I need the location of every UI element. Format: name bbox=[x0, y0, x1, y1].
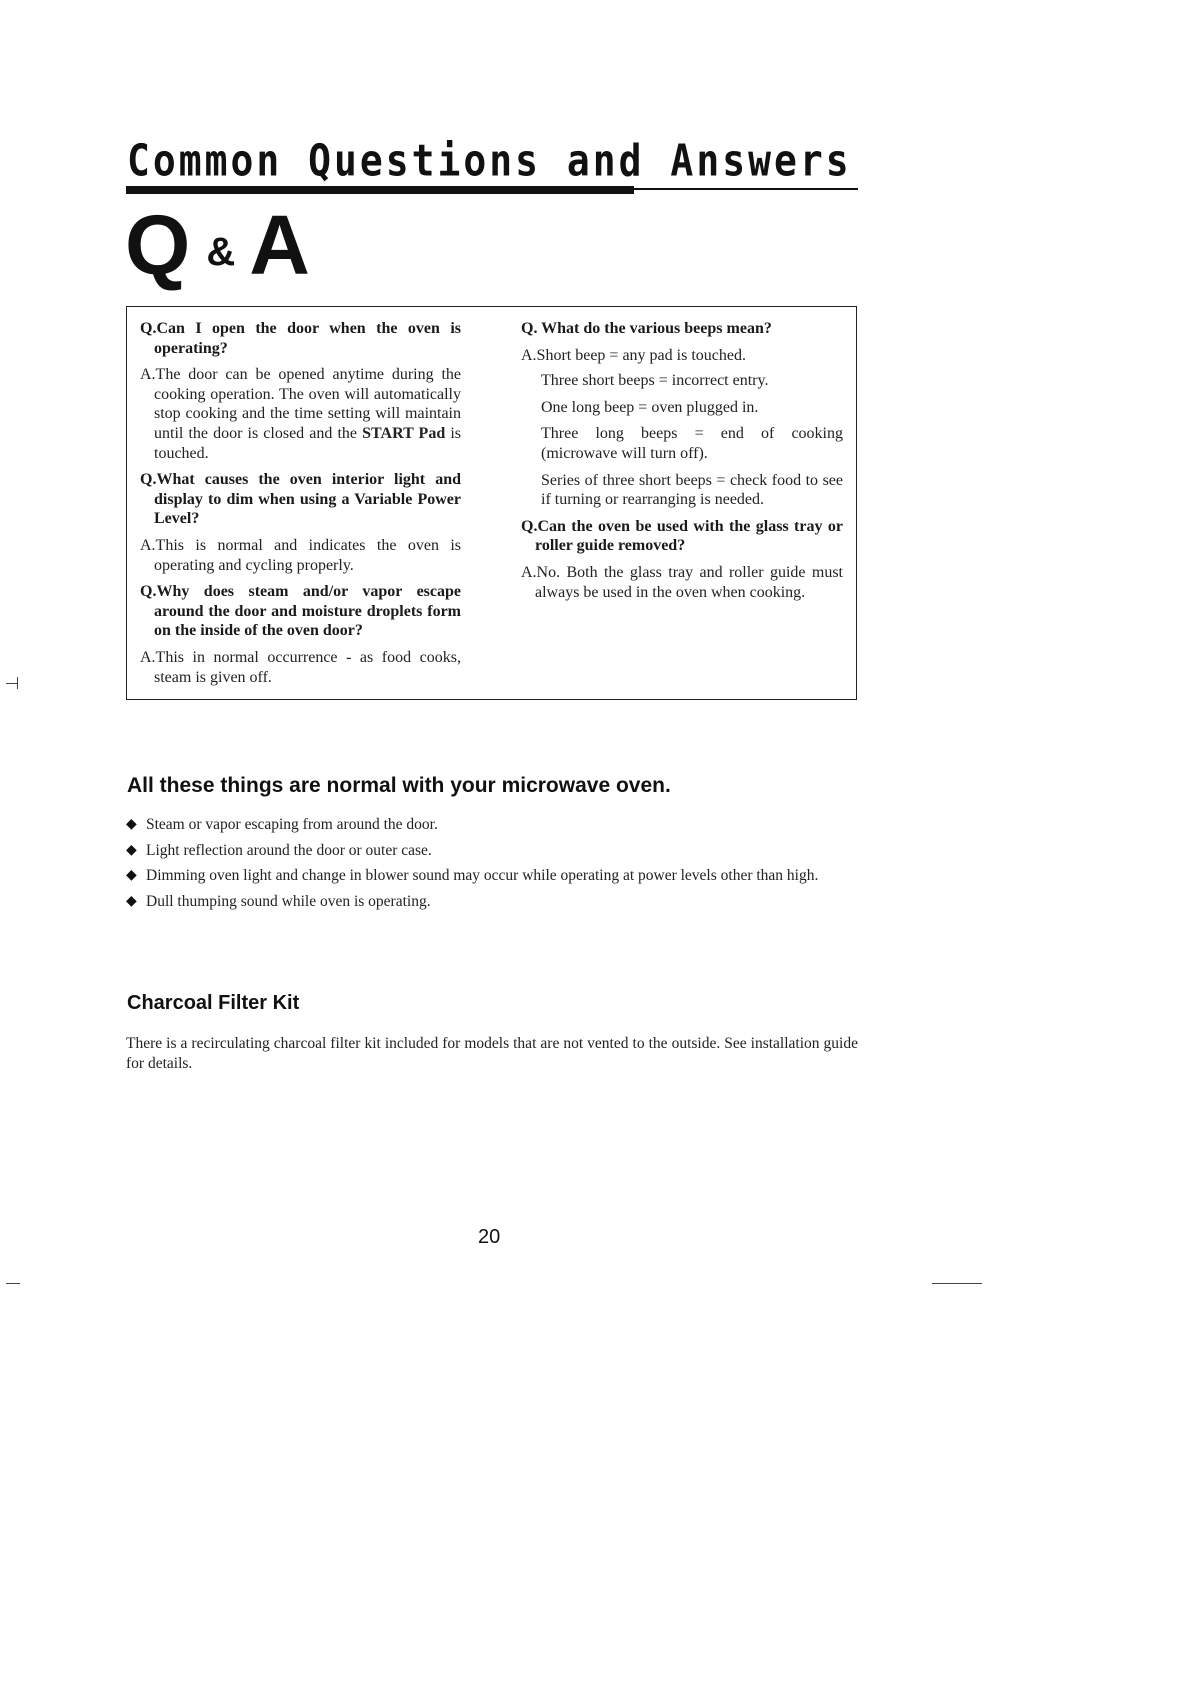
charcoal-filter-heading: Charcoal Filter Kit bbox=[127, 992, 300, 1014]
question-3: Q.Why does steam and/or vapor escape around the door and moisture droplets form on the inside of the oven door? bbox=[140, 583, 461, 640]
list-item: ◆ Steam or vapor escaping from around the door. bbox=[126, 816, 438, 833]
answer-4-line-3: One long beep = oven plugged in. bbox=[541, 398, 759, 416]
qa-box bbox=[126, 306, 857, 700]
answer-5: A.No. Both the glass tray and roller guide must always be used in the oven when cooking. bbox=[521, 563, 843, 601]
answer-2: A.This is normal and indicates the oven is operating and cycling properly. bbox=[140, 536, 461, 574]
crop-mark-left-tick bbox=[17, 677, 18, 689]
answer-4-line-4: Three long beeps = end of cooking (microwave will turn off). bbox=[541, 425, 843, 462]
question-4: Q. What do the various beeps mean? bbox=[521, 320, 772, 337]
qa-column-right bbox=[521, 319, 843, 609]
start-pad-label: START Pad bbox=[362, 424, 446, 442]
title-underline-thin bbox=[630, 188, 858, 190]
qa-logo-amp: & bbox=[206, 230, 236, 274]
page-number: 20 bbox=[478, 1226, 501, 1248]
answer-1: A.The door can be opened anytime during the cooking operation. The oven will automatically stop cooking and the time setting will maintain until the door is closed and the START Pad is touched. bbox=[140, 366, 462, 462]
normal-things-list bbox=[126, 815, 856, 917]
diamond-bullet-icon: ◆ bbox=[126, 893, 137, 909]
diamond-bullet-icon: ◆ bbox=[126, 842, 137, 858]
question-2: Q.What causes the oven interior light and display to dim when using a Variable Power Level? bbox=[140, 471, 461, 528]
answer-4-line-2: Three short beeps = incorrect entry. bbox=[541, 372, 769, 390]
title-underline-thick bbox=[126, 186, 634, 194]
diamond-bullet-icon: ◆ bbox=[126, 817, 137, 832]
question-5: Q.Can the oven be used with the glass tray or roller guide removed? bbox=[521, 517, 843, 555]
qa-logo-q: Q bbox=[125, 198, 191, 292]
qa-column-left bbox=[140, 319, 461, 694]
charcoal-filter-text: There is a recirculating charcoal filter kit included for models that are not vented to the outside. See installation guide for details. bbox=[126, 1035, 858, 1072]
list-item: ◆ Light reflection around the door or outer case. bbox=[126, 841, 432, 859]
crop-mark-bottom-right bbox=[932, 1283, 982, 1284]
crop-mark-bottom-left bbox=[6, 1283, 20, 1284]
list-item: ◆ Dimming oven light and change in blower sound may occur while operating at power levels other than high. bbox=[126, 867, 819, 884]
normal-section-heading: All these things are normal with your microwave oven. bbox=[127, 774, 671, 797]
answer-4-line-5: Series of three short beeps = check food to see if turning or rearranging is needed. bbox=[541, 471, 843, 509]
diamond-bullet-icon: ◆ bbox=[126, 868, 137, 883]
answer-3: A.This in normal occurrence - as food cooks, steam is given off. bbox=[140, 648, 461, 686]
answer-4: A.Short beep = any pad is touched. bbox=[521, 346, 746, 364]
qa-logo bbox=[125, 200, 310, 290]
page-title: Common Questions and Answers bbox=[127, 135, 852, 186]
question-1: Q.Can I open the door when the oven is operating? bbox=[140, 320, 461, 357]
qa-logo-a: A bbox=[249, 198, 310, 292]
list-item: ◆ Dull thumping sound while oven is operating. bbox=[126, 892, 431, 910]
